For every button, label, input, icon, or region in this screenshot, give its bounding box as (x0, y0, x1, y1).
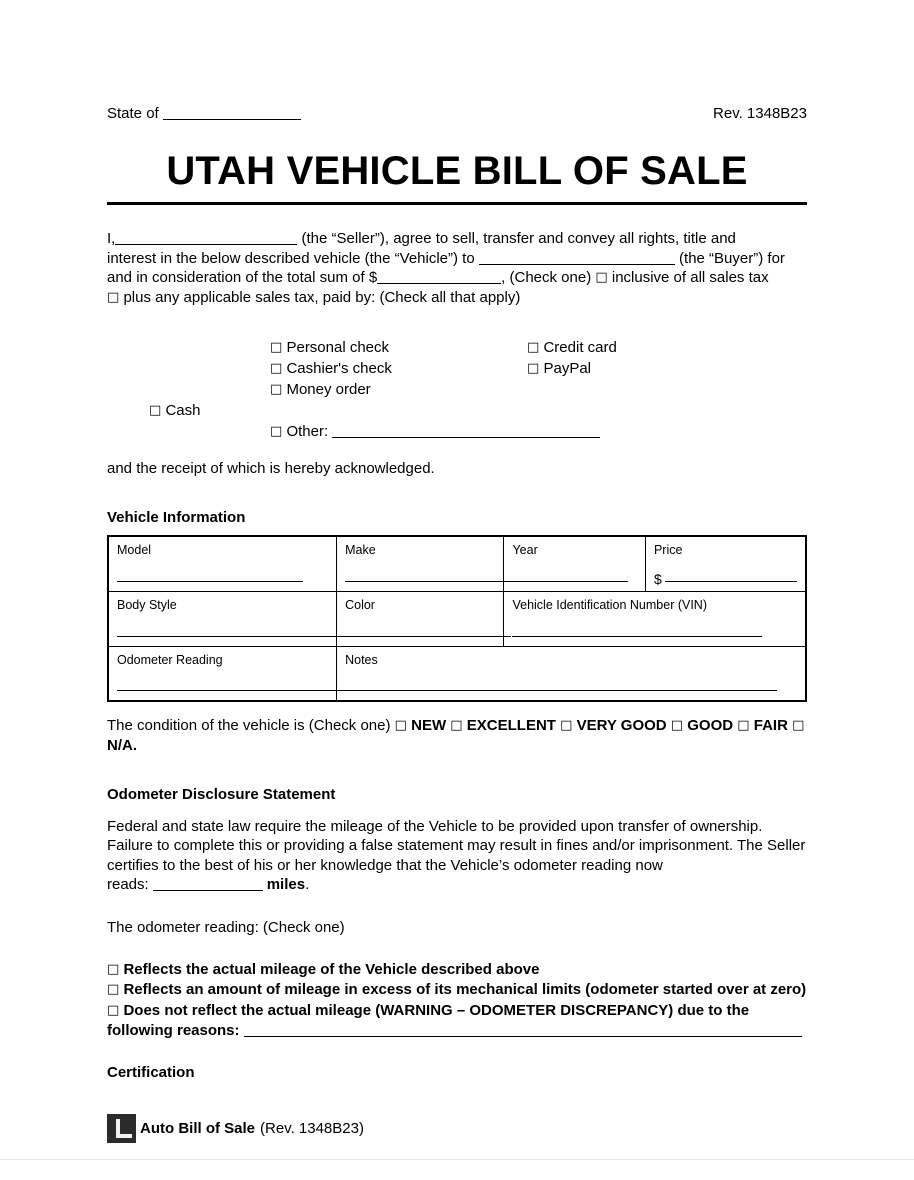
cell-make-blank[interactable] (345, 581, 513, 582)
odometer-body-line-3: certifies to the best of his or her knowledge that the Vehicle’s odometer reading now (107, 856, 663, 874)
intro-line-3-mid: , (Check one) (501, 269, 592, 287)
odometer-body-line-2: Failure to complete this or providing a false statement may result in fines and/or imprisonment. The Seller (107, 837, 806, 855)
odometer-options (107, 960, 807, 1042)
checkbox-odometer-discrepancy-icon[interactable]: □ (107, 1002, 120, 1018)
document-header (107, 104, 807, 124)
payment-option-personal-check[interactable] (270, 337, 392, 358)
odometer-option-discrepancy-label: Does not reflect the actual mileage (WARNING – ODOMETER DISCREPANCY) due to the (123, 1001, 750, 1019)
cell-model-label: Model (117, 543, 152, 558)
intro-line-3-tail: inclusive of all sales tax (611, 269, 769, 287)
cell-make[interactable] (337, 536, 504, 591)
state-of-label: State of (107, 105, 159, 122)
vehicle-information-table (107, 535, 807, 702)
table-row (108, 536, 806, 591)
footer-brand (107, 1114, 807, 1143)
intro-line-4 (107, 288, 807, 308)
condition-option-very-good: VERY GOOD (576, 717, 667, 735)
payment-option-credit-card-label: Credit card (543, 339, 617, 357)
payment-option-other-label: Other: (286, 423, 329, 441)
payment-option-money-order-label: Money order (286, 381, 371, 399)
checkbox-other-icon[interactable]: □ (270, 424, 283, 440)
state-of-field (107, 104, 301, 124)
checkbox-condition-new-icon[interactable]: □ (394, 718, 407, 734)
payment-option-cash-label: Cash (165, 402, 201, 420)
table-row (108, 646, 806, 701)
checkbox-condition-na-icon[interactable]: □ (792, 718, 805, 734)
checkbox-personal-check-icon[interactable]: □ (270, 340, 283, 356)
odometer-option-excess-mileage-label: Reflects an amount of mileage in excess of its mechanical limits (odometer started over at zero) (123, 981, 807, 999)
auto-bill-of-sale-logo-icon (107, 1114, 136, 1143)
cell-color-label: Color (345, 597, 375, 612)
intro-line-2 (107, 249, 807, 269)
table-row (108, 591, 806, 646)
cell-notes-label: Notes (345, 652, 378, 667)
odometer-option-actual-mileage[interactable] (107, 960, 807, 981)
payment-option-other[interactable] (270, 421, 600, 442)
cell-notes-blank[interactable] (345, 690, 777, 691)
odometer-body-line-4 (107, 875, 807, 895)
intro-line-3-lead: and in consideration of the total sum of $ (107, 269, 378, 287)
checkbox-money-order-icon[interactable]: □ (270, 382, 283, 398)
cell-odometer-reading[interactable] (108, 646, 337, 701)
checkbox-condition-excellent-icon[interactable]: □ (450, 718, 463, 734)
cell-vin-label: Vehicle Identification Number (VIN) (512, 597, 707, 612)
cell-odometer-reading-label: Odometer Reading (117, 652, 223, 667)
odometer-question: The odometer reading: (Check one) (107, 918, 345, 936)
odometer-disclosure-body (107, 817, 807, 895)
checkbox-condition-good-icon[interactable]: □ (670, 718, 684, 734)
page-title: UTAH VEHICLE BILL OF SALE (166, 149, 748, 193)
cell-model[interactable] (108, 536, 337, 591)
payment-option-personal-check-label: Personal check (286, 339, 390, 357)
checkbox-cash-icon[interactable]: □ (149, 403, 162, 419)
title-divider (107, 202, 807, 205)
cell-model-blank[interactable] (117, 581, 303, 582)
cell-body-style-label: Body Style (117, 597, 177, 612)
condition-option-excellent: EXCELLENT (466, 717, 556, 735)
odometer-reads-blank[interactable] (153, 878, 263, 891)
document-content (107, 104, 807, 1143)
cell-year-label: Year (512, 543, 538, 558)
total-sum-blank[interactable] (377, 271, 501, 284)
cell-vin-blank[interactable] (512, 636, 762, 637)
odometer-reads-period: . (305, 876, 310, 894)
payment-option-paypal-label: PayPal (543, 360, 591, 378)
payment-column-right (527, 337, 617, 379)
condition-option-na: N/A (107, 736, 133, 754)
payment-option-credit-card[interactable] (527, 337, 617, 358)
cell-color-blank[interactable] (345, 636, 511, 637)
intro-line-2-lead: interest in the below described vehicle (the “Vehicle”) to (107, 249, 475, 267)
odometer-reasons-blank[interactable] (244, 1024, 802, 1037)
condition-period: . (132, 736, 138, 754)
seller-name-blank[interactable] (115, 232, 297, 245)
cell-vin[interactable] (504, 591, 806, 646)
odometer-body-line-1: Federal and state law require the mileage of the Vehicle to be provided upon transfer of ownership. (107, 817, 763, 835)
odometer-reads-label: reads: (107, 876, 149, 894)
intro-line-2-tail: (the “Buyer”) for (679, 249, 785, 267)
checkbox-odometer-actual-icon[interactable]: □ (107, 961, 120, 977)
odometer-disclosure-heading: Odometer Disclosure Statement (107, 785, 336, 803)
intro-line-1 (107, 229, 807, 249)
checkbox-credit-card-icon[interactable]: □ (527, 340, 540, 356)
odometer-reasons-label: following reasons: (107, 1022, 240, 1040)
intro-line-1-tail: (the “Seller”), agree to sell, transfer and convey all rights, title and (301, 230, 736, 247)
state-of-blank[interactable] (163, 106, 301, 120)
checkbox-condition-very-good-icon[interactable]: □ (560, 718, 573, 734)
payment-other-blank[interactable] (332, 425, 600, 438)
receipt-acknowledgement: and the receipt of which is hereby acknowledged. (107, 460, 435, 478)
condition-option-new: NEW (411, 717, 447, 735)
checkbox-cashiers-check-icon[interactable]: □ (270, 361, 283, 377)
checkbox-paypal-icon[interactable]: □ (527, 361, 540, 377)
payment-option-paypal[interactable] (527, 358, 617, 379)
cell-notes[interactable] (337, 646, 806, 701)
cell-make-label: Make (345, 543, 376, 558)
checkbox-plus-tax-icon[interactable]: □ (107, 289, 120, 305)
intro-line-4-text: plus any applicable sales tax, paid by: (Check all that apply) (123, 288, 521, 306)
footer-revision: (Rev. 1348B23) (260, 1119, 364, 1137)
cell-price-blank[interactable] (665, 581, 797, 582)
footer-brand-name: Auto Bill of Sale (140, 1119, 256, 1137)
checkbox-odometer-excess-icon[interactable]: □ (107, 982, 120, 998)
vehicle-information-heading: Vehicle Information (107, 509, 246, 527)
odometer-option-actual-mileage-label: Reflects the actual mileage of the Vehicle described above (123, 960, 540, 978)
cell-price-currency-symbol: $ (653, 570, 662, 587)
intro-line-1-lead: I, (107, 230, 116, 247)
checkbox-condition-fair-icon[interactable]: □ (737, 718, 750, 734)
certification-heading: Certification (107, 1063, 195, 1081)
payment-column-left (270, 337, 392, 400)
cell-price[interactable] (645, 536, 806, 591)
condition-option-good: GOOD (687, 717, 734, 735)
cell-body-style[interactable] (108, 591, 337, 646)
checkbox-inclusive-tax-icon[interactable]: □ (595, 270, 608, 286)
buyer-name-blank[interactable] (479, 252, 675, 265)
payment-option-money-order[interactable] (270, 379, 392, 400)
cell-color[interactable] (337, 591, 504, 646)
revision-code: Rev. 1348B23 (713, 105, 807, 122)
payment-option-cash[interactable] (149, 400, 201, 421)
cell-year-blank[interactable] (512, 581, 628, 582)
cell-odometer-reading-blank[interactable] (117, 690, 345, 691)
cell-price-label: Price (653, 543, 683, 558)
intro-line-3 (107, 268, 807, 288)
odometer-option-discrepancy[interactable] (107, 1001, 807, 1022)
intro-paragraph (107, 229, 807, 307)
condition-option-fair: FAIR (753, 717, 788, 735)
odometer-reasons-row (107, 1021, 807, 1042)
payment-methods (107, 337, 807, 447)
vehicle-condition-lead: The condition of the vehicle is (Check one) (107, 717, 391, 735)
vehicle-condition (107, 716, 807, 755)
cell-body-style-blank[interactable] (117, 636, 345, 637)
odometer-option-excess-mileage[interactable] (107, 980, 807, 1001)
payment-option-cashiers-check[interactable] (270, 358, 392, 379)
odometer-miles-label: miles (266, 876, 306, 894)
payment-option-cashiers-check-label: Cashier's check (286, 360, 392, 378)
cell-year[interactable] (504, 536, 646, 591)
